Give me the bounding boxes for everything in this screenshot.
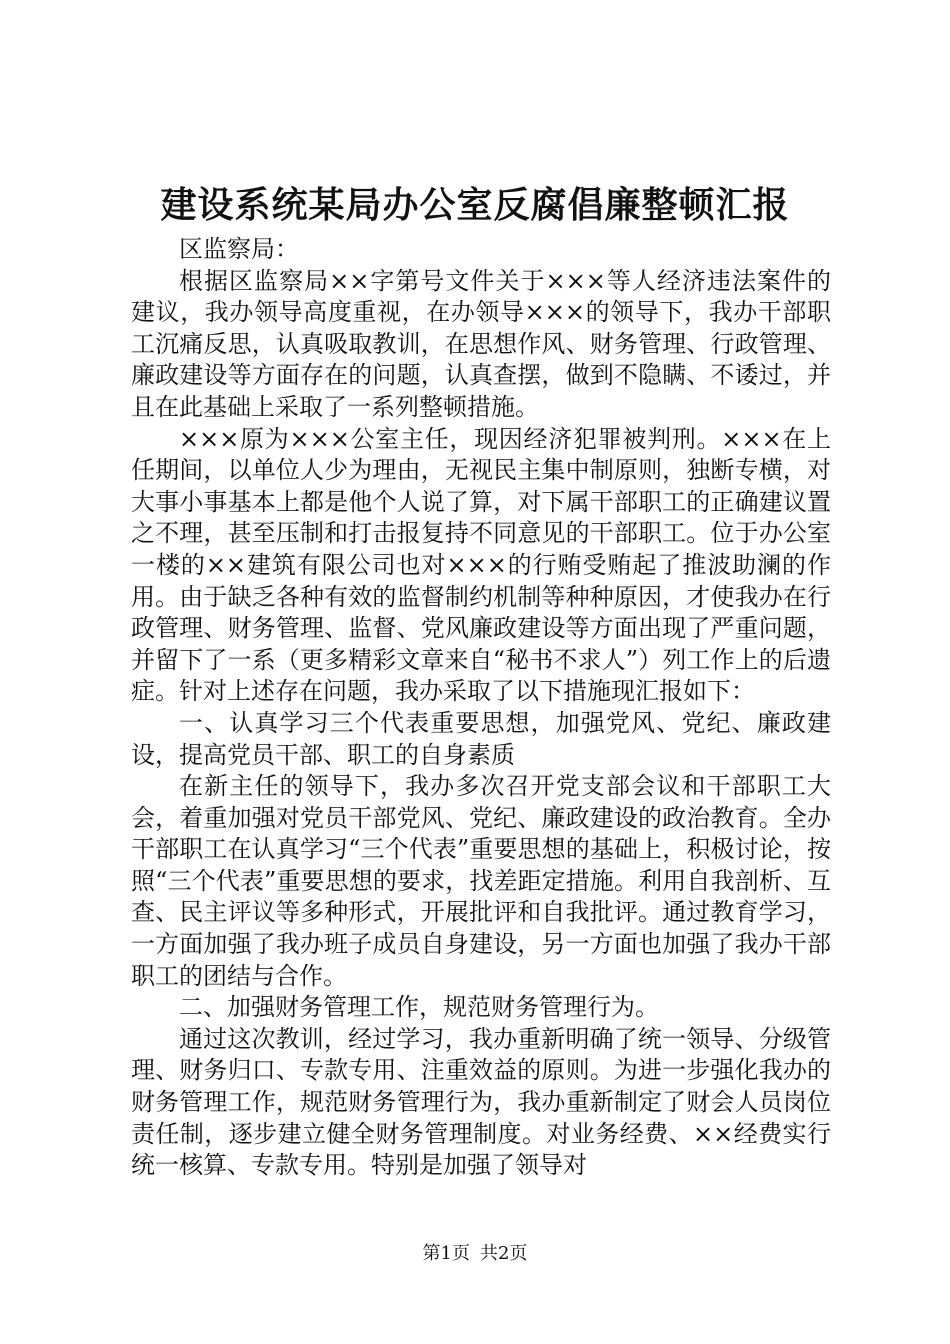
paragraph-intro: 根据区监察局××字第号文件关于×××等人经济违法案件的建议，我办领导高度重视，在办领导×××的领导下，我办干部职工沉痛反思，认真吸取教训，在思想作风、财务管理、行政管理、廉政建设等方面存在的问题，认真查摆，做到不隐瞒、不诿过，并且在此基础上采取了一系列整顿措施。 xyxy=(131,266,831,421)
document-title: 建设系统某局办公室反腐倡廉整顿汇报 xyxy=(160,184,790,226)
page-number-current: 第1页 xyxy=(422,1243,470,1264)
page-number-total: 共2页 xyxy=(480,1243,528,1264)
salutation: 区监察局： xyxy=(179,235,299,263)
paragraph-background: ×××原为×××公室主任，现因经济犯罪被判刑。×××在上任期间，以单位人少为理由，无视民主集中制原则，独断专横，对大事小事基本上都是他个人说了算，对下属干部职工的正确建议置之不理，甚至压制和打击报复持不同意见的干部职工。位于办公室一楼的××建筑有限公司也对×××的行贿受贿起了推波助澜的作用。由于缺乏各种有效的监督制约机制等种种原因，才使我办在行政管理、财务管理、监督、党风廉政建设等方面出现了严重问题，并留下了一系（更多精彩文章来自“秘书不求人”）列工作上的后遗症。针对上述存在问题，我办采取了以下措施现汇报如下： xyxy=(131,424,831,706)
paragraph-section-2: 通过这次教训，经过学习，我办重新明确了统一领导、分级管理、财务归口、专款专用、注重效益的原则。为进一步强化我办的财务管理工作，规范财务管理行为，我办重新制定了财会人员岗位责任制，逐步建立健全财务管理制度。对业务经费、××经费实行统一核算、专款专用。特别是加强了领导对 xyxy=(131,1024,831,1180)
document-body xyxy=(131,234,831,1182)
paragraph-section-1: 在新主任的领导下，我办多次召开党支部会议和干部职工大会，着重加强对党员干部党风、党纪、廉政建设的政治教育。全办干部职工在认真学习“三个代表”重要思想的基础上，积极讨论，按照“三个代表”重要思想的要求，找差距定措施。利用自我剖析、互查、民主评议等多种形式，开展批评和自我批评。通过教育学习，一方面加强了我办班子成员自身建设，另一方面也加强了我办干部职工的团结与合作。 xyxy=(131,772,831,990)
page-footer xyxy=(0,1242,950,1266)
section-heading-1: 一、认真学习三个代表重要思想，加强党风、党纪、廉政建设，提高党员干部、职工的自身素质 xyxy=(131,708,831,769)
section-heading-2: 二、加强财务管理工作，规范财务管理行为。 xyxy=(179,993,659,1022)
